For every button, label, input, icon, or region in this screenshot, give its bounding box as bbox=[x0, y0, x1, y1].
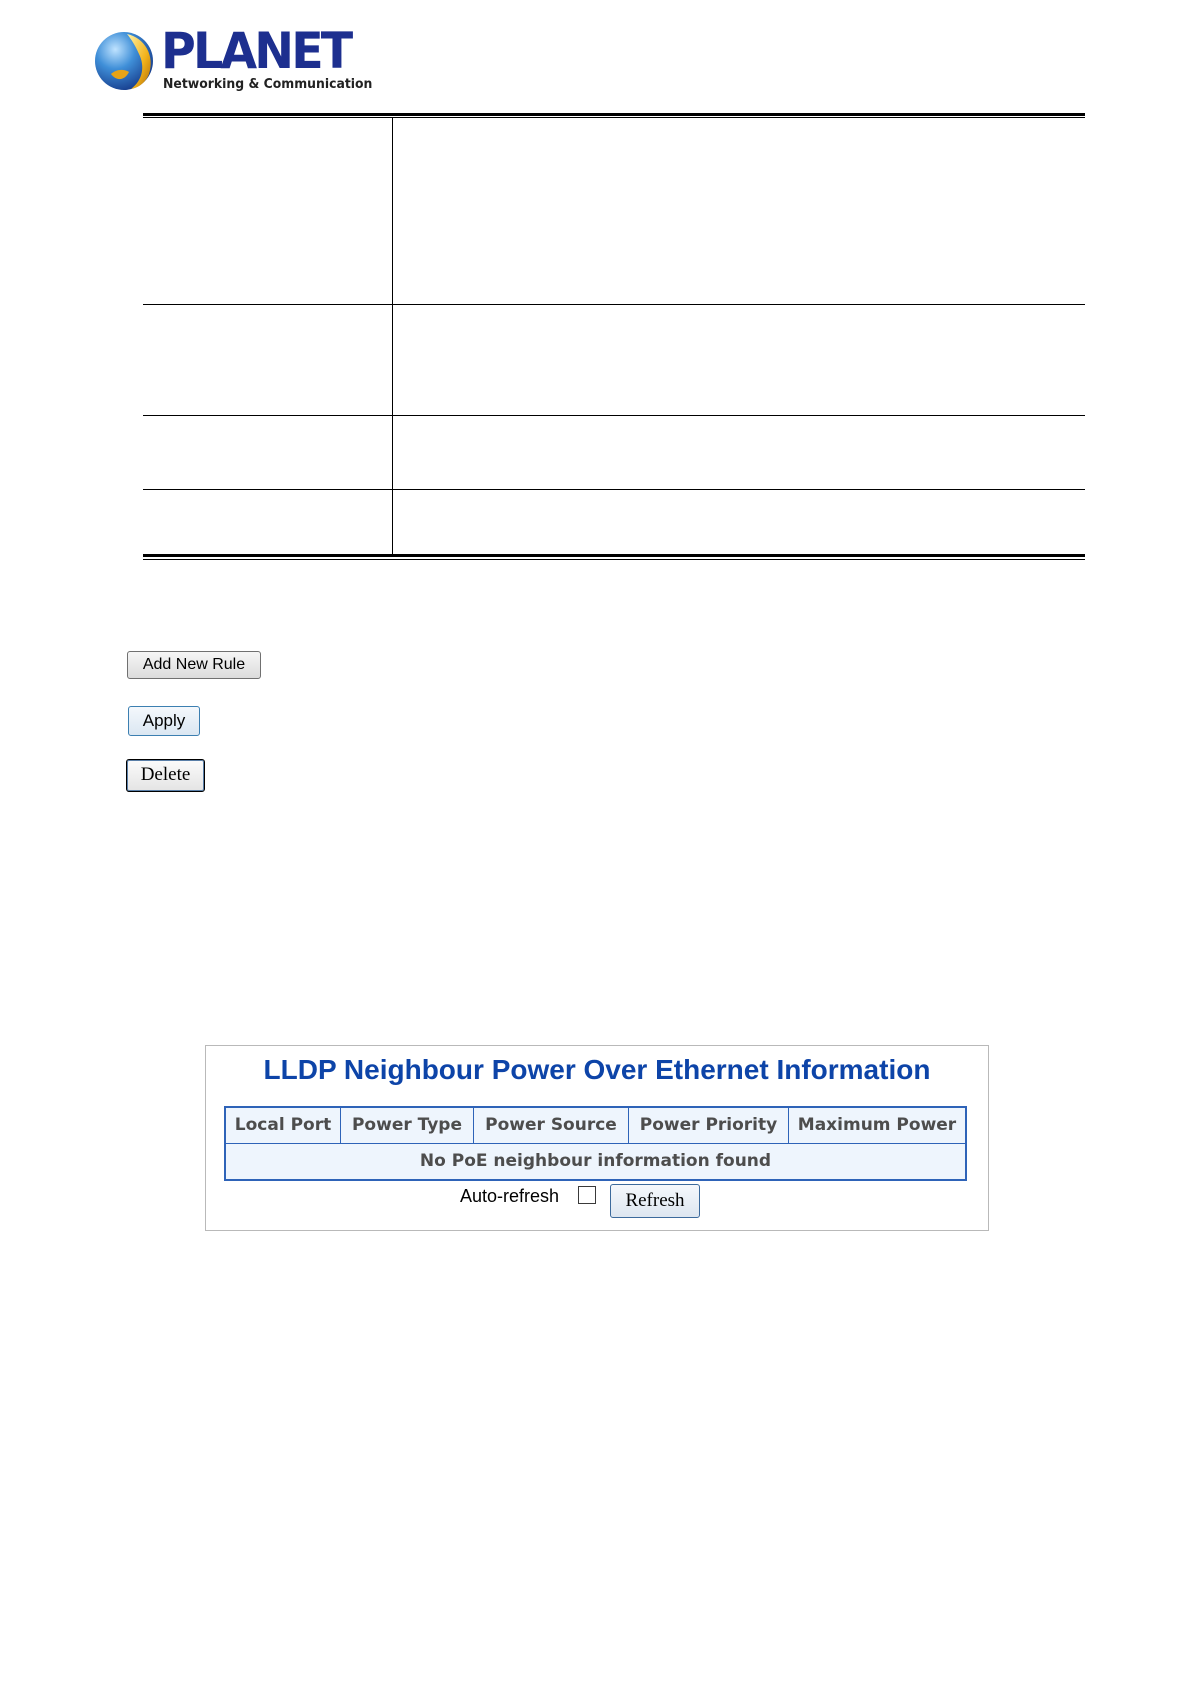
table-row bbox=[143, 490, 1085, 554]
column-header-power-source: Power Source bbox=[474, 1108, 629, 1143]
column-header-local-port: Local Port bbox=[226, 1108, 341, 1143]
table-cell-object bbox=[143, 416, 392, 489]
table-cell-object bbox=[143, 118, 392, 304]
auto-refresh-label: Auto-refresh bbox=[460, 1186, 560, 1206]
column-header-power-priority: Power Priority bbox=[629, 1108, 789, 1143]
table-cell-object bbox=[143, 305, 392, 415]
table-header-row bbox=[226, 1108, 965, 1144]
logo-tagline: Networking & Communication bbox=[163, 76, 373, 92]
delete-button[interactable]: Delete bbox=[126, 759, 205, 792]
table-row bbox=[143, 305, 1085, 416]
table-bottom-rule bbox=[143, 554, 1085, 560]
auto-refresh-checkbox[interactable] bbox=[578, 1186, 596, 1204]
table-row bbox=[143, 416, 1085, 490]
table-cell-description bbox=[393, 416, 1085, 489]
table-cell-description bbox=[393, 118, 1085, 304]
add-new-rule-button[interactable]: Add New Rule bbox=[127, 651, 261, 679]
refresh-button[interactable]: Refresh bbox=[610, 1184, 700, 1218]
table-row bbox=[143, 118, 1085, 305]
table-column-divider bbox=[392, 118, 393, 554]
panel-title: LLDP Neighbour Power Over Ethernet Information bbox=[263, 1054, 931, 1085]
table-cell-object bbox=[143, 490, 392, 554]
table-cell-description bbox=[393, 305, 1085, 415]
empty-table-message: No PoE neighbour information found bbox=[419, 1151, 772, 1171]
apply-button[interactable]: Apply bbox=[128, 706, 200, 736]
logo-wordmark: PLANET bbox=[161, 22, 351, 80]
lldp-poe-panel bbox=[205, 1045, 989, 1231]
planet-logo bbox=[93, 22, 373, 96]
column-header-maximum-power: Maximum Power bbox=[797, 1115, 957, 1135]
lldp-poe-table bbox=[224, 1106, 967, 1181]
globe-logo-icon bbox=[93, 30, 155, 92]
description-table bbox=[143, 118, 1085, 554]
table-cell-description bbox=[393, 490, 1085, 554]
column-header-power-type: Power Type bbox=[341, 1108, 474, 1143]
